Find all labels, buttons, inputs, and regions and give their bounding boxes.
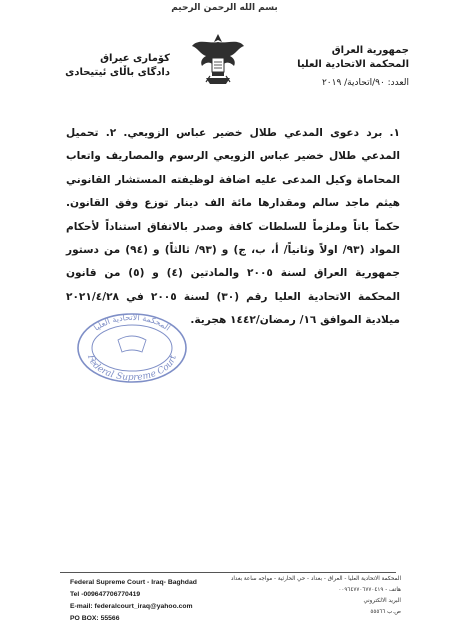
footer-email-ar: البريد الالكتروني: [363, 598, 401, 604]
case-number: العدد: ٩٠/اتحادية/ ٢٠١٩: [321, 78, 409, 88]
country-name-kurdish: كۆماری عیراق: [100, 53, 170, 64]
svg-text:Federal Supreme Court: [85, 353, 179, 383]
court-seal-stamp: [74, 310, 190, 384]
footer-contact-arabic: [231, 574, 401, 618]
footer-phone-en: Tel -009647706770419: [70, 591, 141, 598]
svg-text:المحكمة الاتحادية العليا: [92, 313, 172, 333]
footer-contact-english: [70, 577, 197, 625]
eagle-emblem-icon: [188, 28, 248, 90]
footer-pobox-en: PO BOX: 55566: [70, 615, 120, 622]
header-left-block: [60, 52, 170, 80]
footer-phone-ar: هاتف - ٠٠٩٦٤٧٧٠٦٧٧٠٤١٩: [338, 587, 401, 593]
footer-pobox-ar: ص.ب ٥٥٥٦٦: [370, 609, 401, 615]
seal-arabic-text: المحكمة الاتحادية العليا: [92, 312, 172, 333]
basmala: بسم الله الرحمن الرحيم: [171, 3, 278, 13]
footer-address-ar: المحكمة الاتحادية العليا - العراق - بغداد - حي الحارثية - مواجه ساعة بغداد: [230, 576, 401, 582]
seal-english-text: Federal Supreme Court: [84, 353, 179, 384]
court-name-kurdish: دادگای باڵای ئیتیحادی: [65, 67, 170, 78]
footer-divider: [60, 572, 396, 573]
ruling-paragraph: ١. برد دعوى المدعي طلال خضير عباس الزويعي. ٢. تحميل المدعي طلال خضير عباس الزويعي الرسوم والمصاريف واتعاب المحاماة وكيل المدعى عليه اضافة لوظيفته المستشار القانوني هيثم ماجد سالم ومقدارها مائة الف دينار توزع وفق القانون. حكماً باتاً وملزماً للسلطات كافة وصدر بالاتفاق استناداً لأحكام المواد (٩٣/ اولاً وثانياً/ أ، ب، ج) و (٩٣/ ثالثاً) و (٩٤) من دستور جمهورية العراق لسنة ٢٠٠٥ والمادتين (٤) و (٥) من قانون المحكمة الاتحادية العليا رقم (٣٠) لسنة ٢٠٠٥ في ٢٠٢١/٤/٢٨ ميلادية الموافق ١٦/ رمضان/١٤٤٢ هجرية.: [66, 127, 401, 327]
footer-address-en: Federal Supreme Court - Iraq- Baghdad: [70, 579, 197, 586]
footer-email-en: E-mail: federalcourt_iraq@yahoo.com: [70, 603, 193, 610]
country-name: جمهورية العراق: [331, 45, 409, 56]
header-right-block: [297, 44, 409, 90]
court-name: المحكمة الاتحادية العليا: [297, 59, 409, 70]
